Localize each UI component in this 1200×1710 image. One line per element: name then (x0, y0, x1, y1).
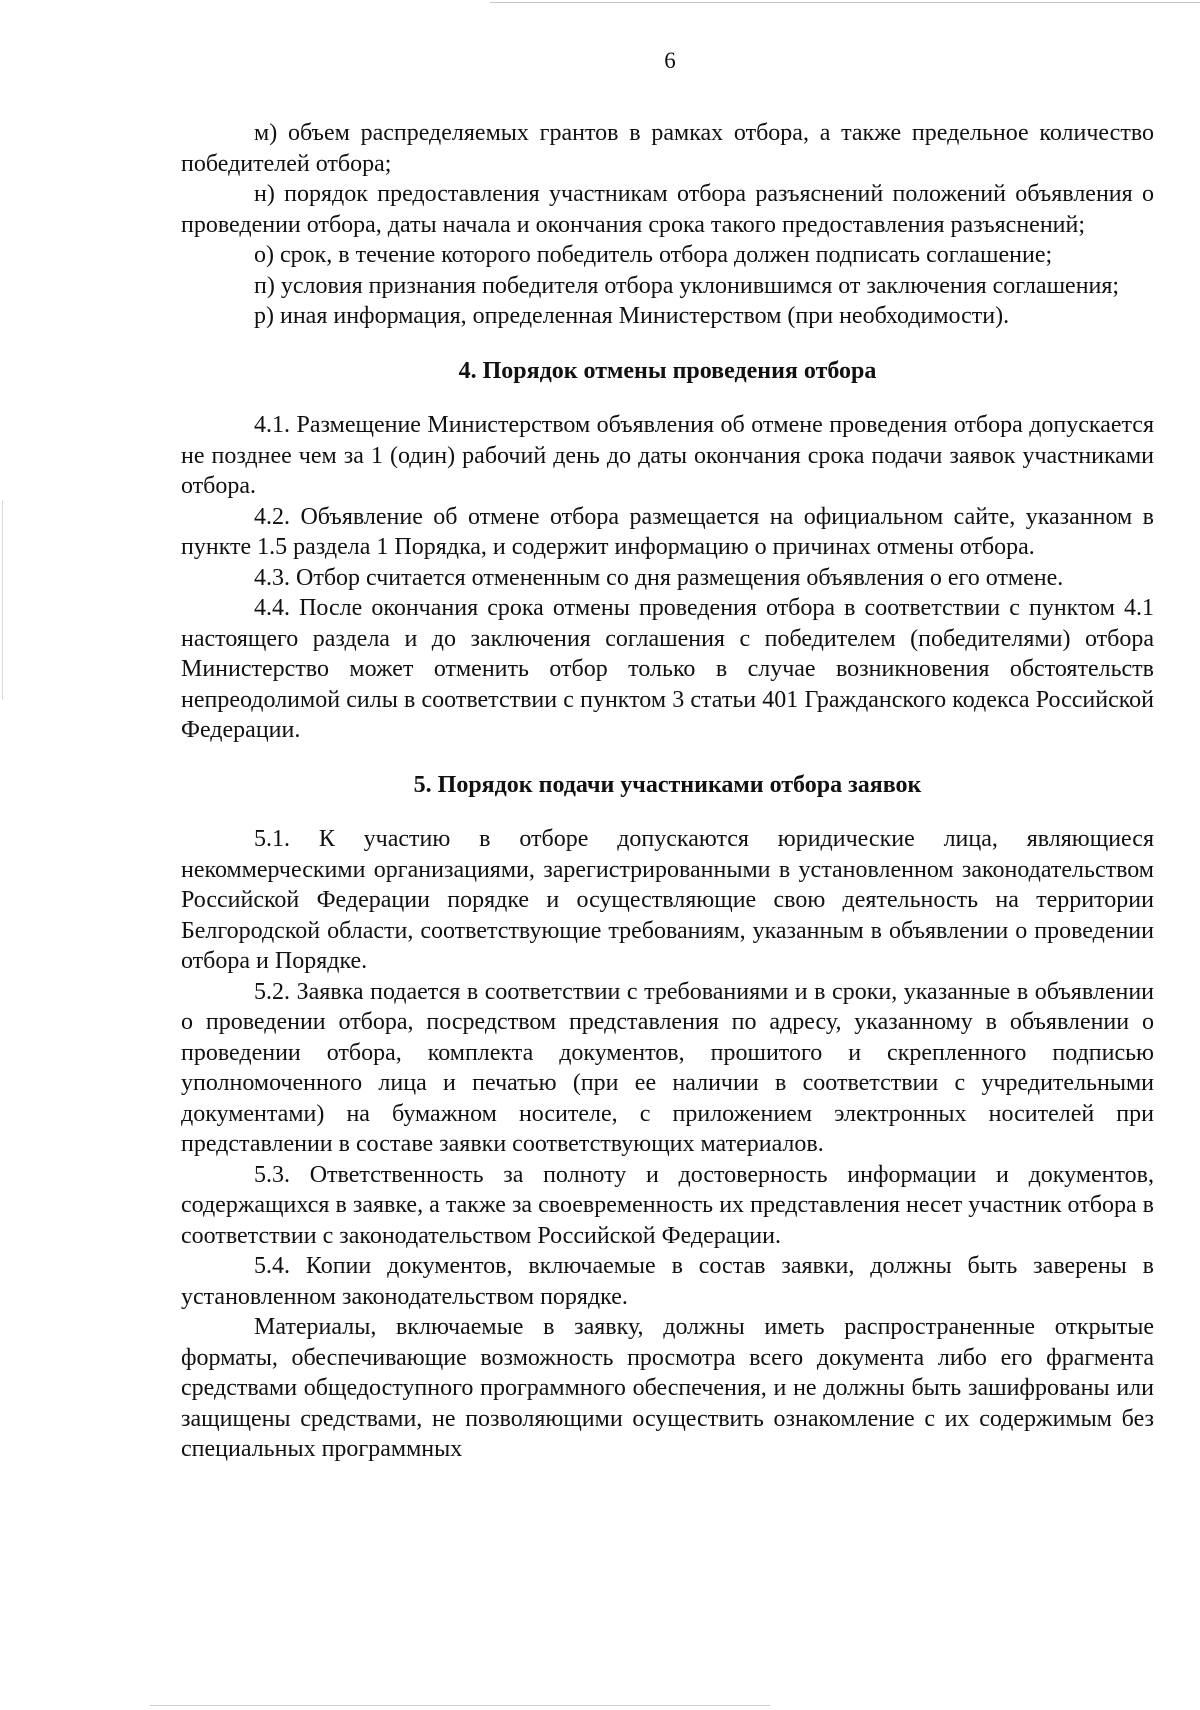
section-5-heading: 5. Порядок подачи участниками отбора заявок (413, 771, 922, 798)
list-item-m: м) объем распределяемых грантов в рамках отбора, а также предельное количество победителей отбора; (181, 120, 1154, 177)
scan-artifact-top (490, 2, 1200, 3)
paragraph-5-4: 5.4. Копии документов, включаемые в состав заявки, должны быть заверены в установленном законодательством порядке. (181, 1253, 1154, 1310)
document-body (181, 118, 1154, 1465)
paragraph-materials: Материалы, включаемые в заявку, должны иметь распространенные открытые форматы, обеспечивающие возможность просмотра всего документа либо его фрагмента средствами общедоступного программного обеспечения, и не должны быть зашифрованы или защищены средствами, не позволяющими осуществить ознакомление с их содержимым без специальных программных (181, 1314, 1154, 1462)
page-number: 6 (664, 48, 676, 73)
scan-artifact-left (2, 500, 3, 700)
paragraph-4-4: 4.4. После окончания срока отмены проведения отбора в соответствии с пунктом 4.1 настоящего раздела и до заключения соглашения с победителем (победителями) отбора Министерство может отменить отбор только в случае возникновения обстоятельств непреодолимой силы в соответствии с пунктом 3 статьи 401 Гражданского кодекса Российской Федерации. (181, 595, 1154, 743)
scan-artifact-bottom (150, 1705, 770, 1706)
paragraph-4-2: 4.2. Объявление об отмене отбора размещается на официальном сайте, указанном в пункте 1.5 раздела 1 Порядка, и содержит информацию о причинах отмены отбора. (181, 503, 1154, 560)
paragraph-5-1: 5.1. К участию в отборе допускаются юридические лица, являющиеся некоммерческими организациями, зарегистрированными в установленном законодательством Российской Федерации порядке и осуществляющие свою деятельность на территории Белгородской области, соответствующие требованиям, указанным в объявлении о проведении отбора и Порядке. (181, 826, 1154, 974)
list-item-o: о) срок, в течение которого победитель отбора должен подписать соглашение; (254, 242, 1053, 268)
paragraph-4-3: 4.3. Отбор считается отмененным со дня размещения объявления о его отмене. (254, 564, 1064, 591)
list-item-r: р) иная информация, определенная Министерством (при необходимости). (254, 303, 1010, 329)
paragraph-5-3: 5.3. Ответственность за полноту и достоверность информации и документов, содержащихся в заявке, а также за своевременность их представления несет участник отбора в соответствии с законодательством Российской Федерации. (181, 1161, 1154, 1249)
list-item-p: п) условия признания победителя отбора уклонившимся от заключения соглашения; (254, 272, 1120, 299)
paragraph-4-1: 4.1. Размещение Министерством объявления об отмене проведения отбора допускается не позднее чем за 1 (один) рабочий день до даты окончания срока подачи заявок участниками отбора. (181, 412, 1154, 499)
paragraph-5-2: 5.2. Заявка подается в соответствии с требованиями и в сроки, указанные в объявлении о проведении отбора, посредством представления по адресу, указанному в объявлении о проведении отбора, комплекта документов, прошитого и скрепленного подписью уполномоченного лица и печатью (при ее наличии в соответствии с учредительными документами) на бумажном носителе, с приложением электронных носителей при представлении в составе заявки соответствующих материалов. (181, 978, 1154, 1157)
list-item-n: н) порядок предоставления участникам отбора разъяснений положений объявления о проведении отбора, даты начала и окончания срока такого предоставления разъяснений; (181, 181, 1154, 238)
section-4-heading: 4. Порядок отмены проведения отбора (458, 357, 877, 384)
